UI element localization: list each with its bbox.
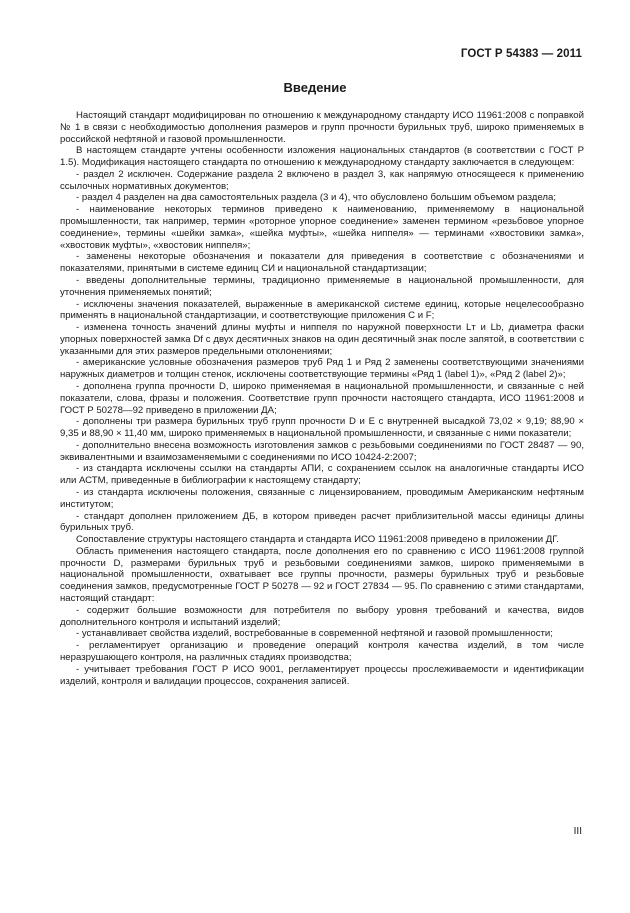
list-item: - стандарт дополнен приложением ДБ, в котором приведен расчет приблизительной массы единицы длины бурильных труб. xyxy=(60,510,584,534)
list-item: - учитывает требования ГОСТ Р ИСО 9001, регламентирует процессы прослеживаемости и идентификации изделий, контроля и валидации процессов, сохранения записей. xyxy=(60,663,584,687)
list-item: - из стандарта исключены положения, связанные с лицензированием, проводимым Американским нефтяным институтом; xyxy=(60,487,584,510)
paragraph: В настоящем стандарте учтены особенности изложения национальных стандартов (в соответствии с ГОСТ Р 1.5). Модификация настоящего стандарта по отношению к международному стандарту заключается в следующем: xyxy=(60,145,584,169)
page-number: III xyxy=(573,826,582,837)
list-item: - из стандарта исключены ссылки на стандарты АПИ, с сохранением ссылок на аналогичные стандарты ИСО или АСТМ, приведенные в библиографии к настоящему стандарту; xyxy=(60,463,584,487)
list-item: - наименование некоторых терминов приведено к наименованию, применяемому в национальной промышленности, так например, термин «роторное упорное соединение» заменен термином «резьбовое упорное соединение», термины «шейки замка», «шейка муфты», «шейка ниппеля» — терминами «хвостовики замка», «хвостовик муфты», «хвостовик ниппеля»; xyxy=(60,204,584,251)
list-item: - изменена точность значений длины муфты и ниппеля по наружной поверхности Lт и Lb, диаметра фаски упорных поверхностей замка Df с двух десятичных знаков на один десятичный знак после запятой, в соответствии с указанными для этих размеров предельными отклонениями; xyxy=(60,322,584,357)
paragraph: Сопоставление структуры настоящего стандарта и стандарта ИСО 11961:2008 приведено в приложении ДГ. xyxy=(76,534,559,546)
list-item: - введены дополнительные термины, традиционно применяемые в национальной промышленности, для уточнения применяемых понятий; xyxy=(60,274,584,298)
body-text xyxy=(60,110,584,687)
section-title: Введение xyxy=(283,80,347,95)
list-item: - дополнены три размера бурильных труб групп прочности D и Е с внутренней высадкой 73,02 × 9,19; 88,90 × 9,35 и 88,90 × 11,40 мм, широко применяемых в национальной промышленности, и связанные с ними показатели; xyxy=(60,416,584,440)
standard-designation: ГОСТ Р 54383 — 2011 xyxy=(460,48,582,60)
list-item: - устанавливает свойства изделий, востребованные в современной нефтяной и газовой промышленности; xyxy=(76,628,553,640)
list-item: - раздел 4 разделен на два самостоятельных раздела (3 и 4), что обусловлено большим объемом раздела; xyxy=(76,192,556,204)
list-item: - раздел 2 исключен. Содержание раздела 2 включено в раздел 3, как напрямую относящееся к применению ссылочных нормативных документов; xyxy=(60,168,584,192)
paragraph: Настоящий стандарт модифицирован по отношению к международному стандарту ИСО 11961:2008 с поправкой № 1 в связи с необходимостью дополнения размеров и групп прочности бурильных труб, широко применяемых в российской нефтяной и газовой промышленности. xyxy=(60,110,584,145)
list-item: - дополнена группа прочности D, широко применяемая в национальной промышленности, и связанные с ней показатели, слова, фразы и положения. Соответствие групп прочности настоящего стандарта, ИСО 11961:2008 и ГОСТ Р 50278—92 приведено в приложении ДА; xyxy=(60,380,584,416)
list-item: - заменены некоторые обозначения и показатели для приведения в соответствие с обозначениями и показателями, принятыми в системе единиц СИ и национальной стандартизации; xyxy=(60,251,584,275)
list-item: - содержит большие возможности для потребителя по выбору уровня требований и качества, видов дополнительного контроля и испытаний изделий; xyxy=(60,604,584,628)
list-item: - американские условные обозначения размеров труб Ряд 1 и Ряд 2 заменены соответствующими значениями наружных диаметров и толщин стенок, исключены соответствующие термины «Ряд 1 (label 1)», «Ряд 2 (label 2)»; xyxy=(60,357,584,381)
list-item: - исключены значения показателей, выраженные в американской системе единиц, которые нецелесообразно применять в национальной стандартизации, и соответствующие приложения С и F; xyxy=(60,298,584,322)
list-item: - дополнительно внесена возможность изготовления замков с резьбовыми соединениями по ГОСТ 28487 — 90, эквивалентными и взаимозаменяемыми с соединениями по ИСО 10424-2:2007; xyxy=(60,439,584,463)
list-item: - регламентирует организацию и проведение операций контроля качества изделий, в том числе неразрушающего контроля, на различных стадиях производства; xyxy=(60,640,584,663)
paragraph: Область применения настоящего стандарта, после дополнения его по сравнению с ИСО 11961:2008 группой прочности D, размерами бурильных труб и резьбовыми соединениями замков, широко применяемыми в национальной промышленности, охватывает все группы прочности, размеры бурильных труб и резьбовые соединения замков, предусмотренные ГОСТ Р 50278 — 92 и ГОСТ 27834 — 95. По сравнению с этими стандартами, настоящий стандарт: xyxy=(60,545,584,605)
